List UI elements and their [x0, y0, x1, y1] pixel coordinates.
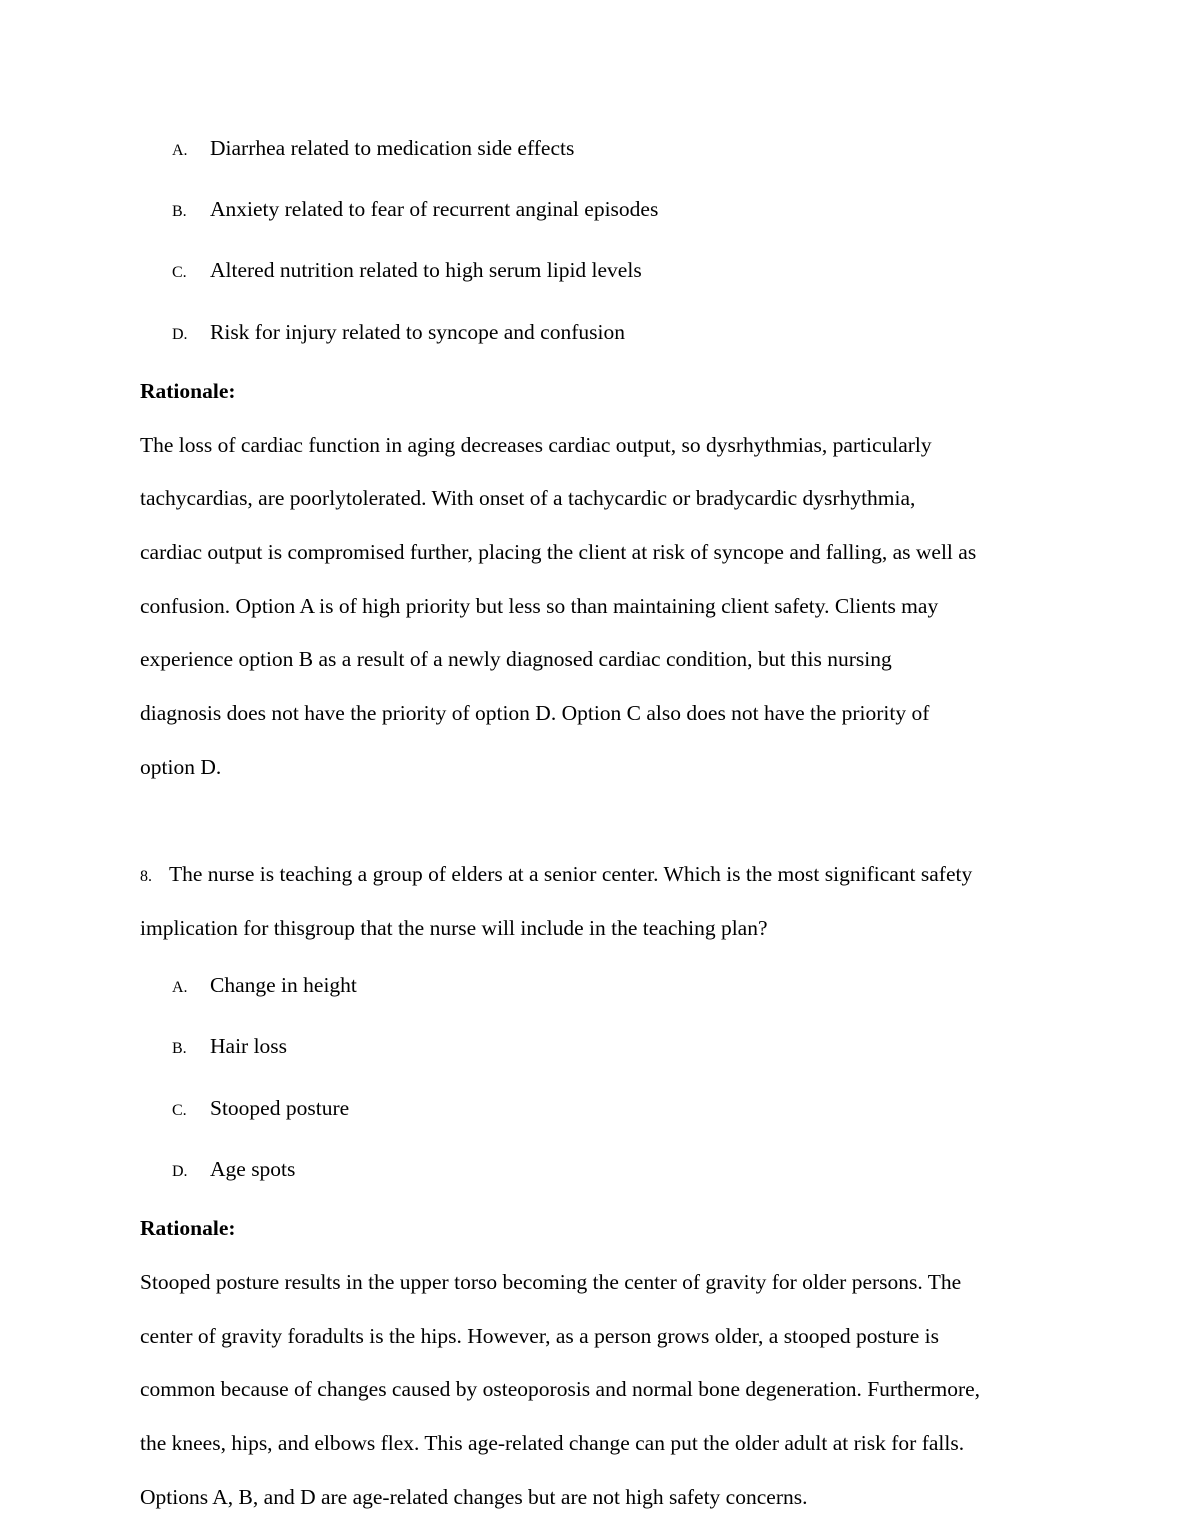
q8-option-d-text: Age spots — [210, 1157, 296, 1181]
q7-rationale-line: The loss of cardiac function in aging decreases cardiac output, so dysrhythmias, particularly — [140, 433, 932, 457]
q8-rationale-line: common because of changes caused by osteoporosis and normal bone degeneration. Furthermore, — [140, 1377, 981, 1401]
q7-option-a-text: Diarrhea related to medication side effects — [210, 136, 575, 160]
q7-rationale-line: option D. — [140, 755, 222, 779]
q7-option-a — [172, 135, 574, 164]
q8-option-c-letter: C. — [172, 1102, 187, 1119]
q8-option-a-letter: A. — [172, 979, 188, 996]
q7-rationale-line: cardiac output is compromised further, placing the client at risk of syncope and falling, as well as — [140, 540, 977, 564]
q8-option-b-text: Hair loss — [210, 1034, 288, 1058]
q7-option-d-text: Risk for injury related to syncope and confusion — [210, 320, 625, 344]
q7-rationale-line: confusion. Option A is of high priority but less so than maintaining client safety. Clients may — [140, 594, 939, 618]
q8-option-c — [172, 1095, 349, 1124]
q7-option-c — [172, 257, 642, 286]
q8-rationale-line: center of gravity foradults is the hips. However, as a person grows older, a stooped posture is — [140, 1324, 939, 1348]
q7-option-b-text: Anxiety related to fear of recurrent anginal episodes — [210, 197, 659, 221]
q8-option-a-text: Change in height — [210, 973, 357, 997]
q8-stem-text: The nurse is teaching a group of elders at a senior center. Which is the most significant safety — [169, 862, 973, 886]
q8-stem-line: implication for thisgroup that the nurse will include in the teaching plan? — [140, 916, 768, 940]
q7-option-d — [172, 319, 625, 348]
q7-option-b-letter: B. — [172, 203, 187, 220]
q8-stem-line — [140, 861, 972, 890]
q8-option-d-letter: D. — [172, 1163, 188, 1180]
q7-option-c-letter: C. — [172, 264, 187, 281]
q7-rationale-line: experience option B as a result of a newly diagnosed cardiac condition, but this nursing — [140, 647, 892, 671]
q8-rationale-line: the knees, hips, and elbows flex. This age-related change can put the older adult at risk for falls. — [140, 1431, 965, 1455]
q8-rationale-line: Options A, B, and D are age-related changes but are not high safety concerns. — [140, 1485, 808, 1509]
q7-option-d-letter: D. — [172, 326, 188, 343]
q8-rationale-line: Stooped posture results in the upper torso becoming the center of gravity for older persons. The — [140, 1270, 962, 1294]
q8-number: 8. — [140, 868, 152, 885]
q8-option-d — [172, 1156, 295, 1185]
q8-option-b — [172, 1033, 287, 1062]
q8-option-a — [172, 972, 357, 1001]
q8-option-b-letter: B. — [172, 1040, 187, 1057]
q7-rationale-heading: Rationale: — [140, 379, 236, 403]
q7-option-a-letter: A. — [172, 142, 188, 159]
q7-option-c-text: Altered nutrition related to high serum lipid levels — [210, 258, 642, 282]
q8-option-c-text: Stooped posture — [210, 1096, 350, 1120]
q8-rationale-heading: Rationale: — [140, 1216, 236, 1240]
q7-rationale-line: diagnosis does not have the priority of option D. Option C also does not have the priority of — [140, 701, 930, 725]
q7-rationale-line: tachycardias, are poorlytolerated. With onset of a tachycardic or bradycardic dysrhythmia, — [140, 486, 916, 510]
q7-option-b — [172, 196, 658, 225]
